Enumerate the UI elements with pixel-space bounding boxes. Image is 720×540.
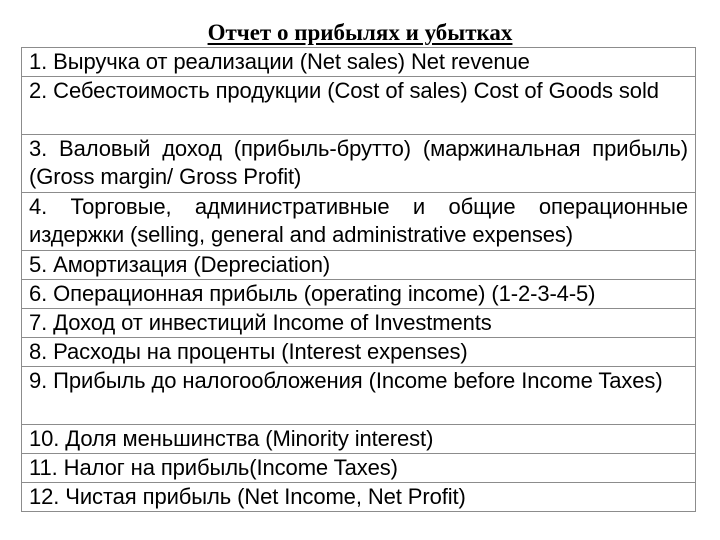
page-title: Отчет о прибылях и убытках bbox=[207, 20, 513, 45]
table-row bbox=[22, 251, 696, 280]
table-row bbox=[22, 48, 696, 77]
row-minority-interest: 10. Доля меньшинства (Minority interest) bbox=[22, 425, 696, 454]
table-row bbox=[22, 338, 696, 367]
row-gross-margin: 3. Валовый доход (прибыль-брутто) (маржинальная прибыль) (Gross margin/ Gross Profit) bbox=[22, 135, 696, 193]
table-row bbox=[22, 135, 696, 193]
row-investment-income: 7. Доход от инвестиций Income of Investments bbox=[22, 309, 696, 338]
row-cost-of-sales: 2. Себестоимость продукции (Cost of sales) Cost of Goods sold bbox=[22, 77, 696, 135]
table-row bbox=[22, 77, 696, 135]
row-net-sales: 1. Выручка от реализации (Net sales) Net revenue bbox=[22, 48, 696, 77]
row-operating-income: 6. Операционная прибыль (operating income) (1-2-3-4-5) bbox=[22, 280, 696, 309]
table-row bbox=[22, 367, 696, 425]
row-income-taxes: 11. Налог на прибыль(Income Taxes) bbox=[22, 454, 696, 483]
table-row bbox=[22, 280, 696, 309]
table-row bbox=[22, 425, 696, 454]
row-net-income: 12. Чистая прибыль (Net Income, Net Profit) bbox=[22, 483, 696, 512]
row-income-before-taxes: 9. Прибыль до налогообложения (Income before Income Taxes) bbox=[22, 367, 696, 425]
income-statement-table bbox=[21, 47, 696, 512]
table-row bbox=[22, 193, 696, 251]
row-depreciation: 5. Амортизация (Depreciation) bbox=[22, 251, 696, 280]
row-sga-expenses: 4. Торговые, административные и общие операционные издержки (selling, general and administrative expenses) bbox=[22, 193, 696, 251]
table-row bbox=[22, 454, 696, 483]
table-row bbox=[22, 483, 696, 512]
table-row bbox=[22, 309, 696, 338]
row-interest-expenses: 8. Расходы на проценты (Interest expenses) bbox=[22, 338, 696, 367]
